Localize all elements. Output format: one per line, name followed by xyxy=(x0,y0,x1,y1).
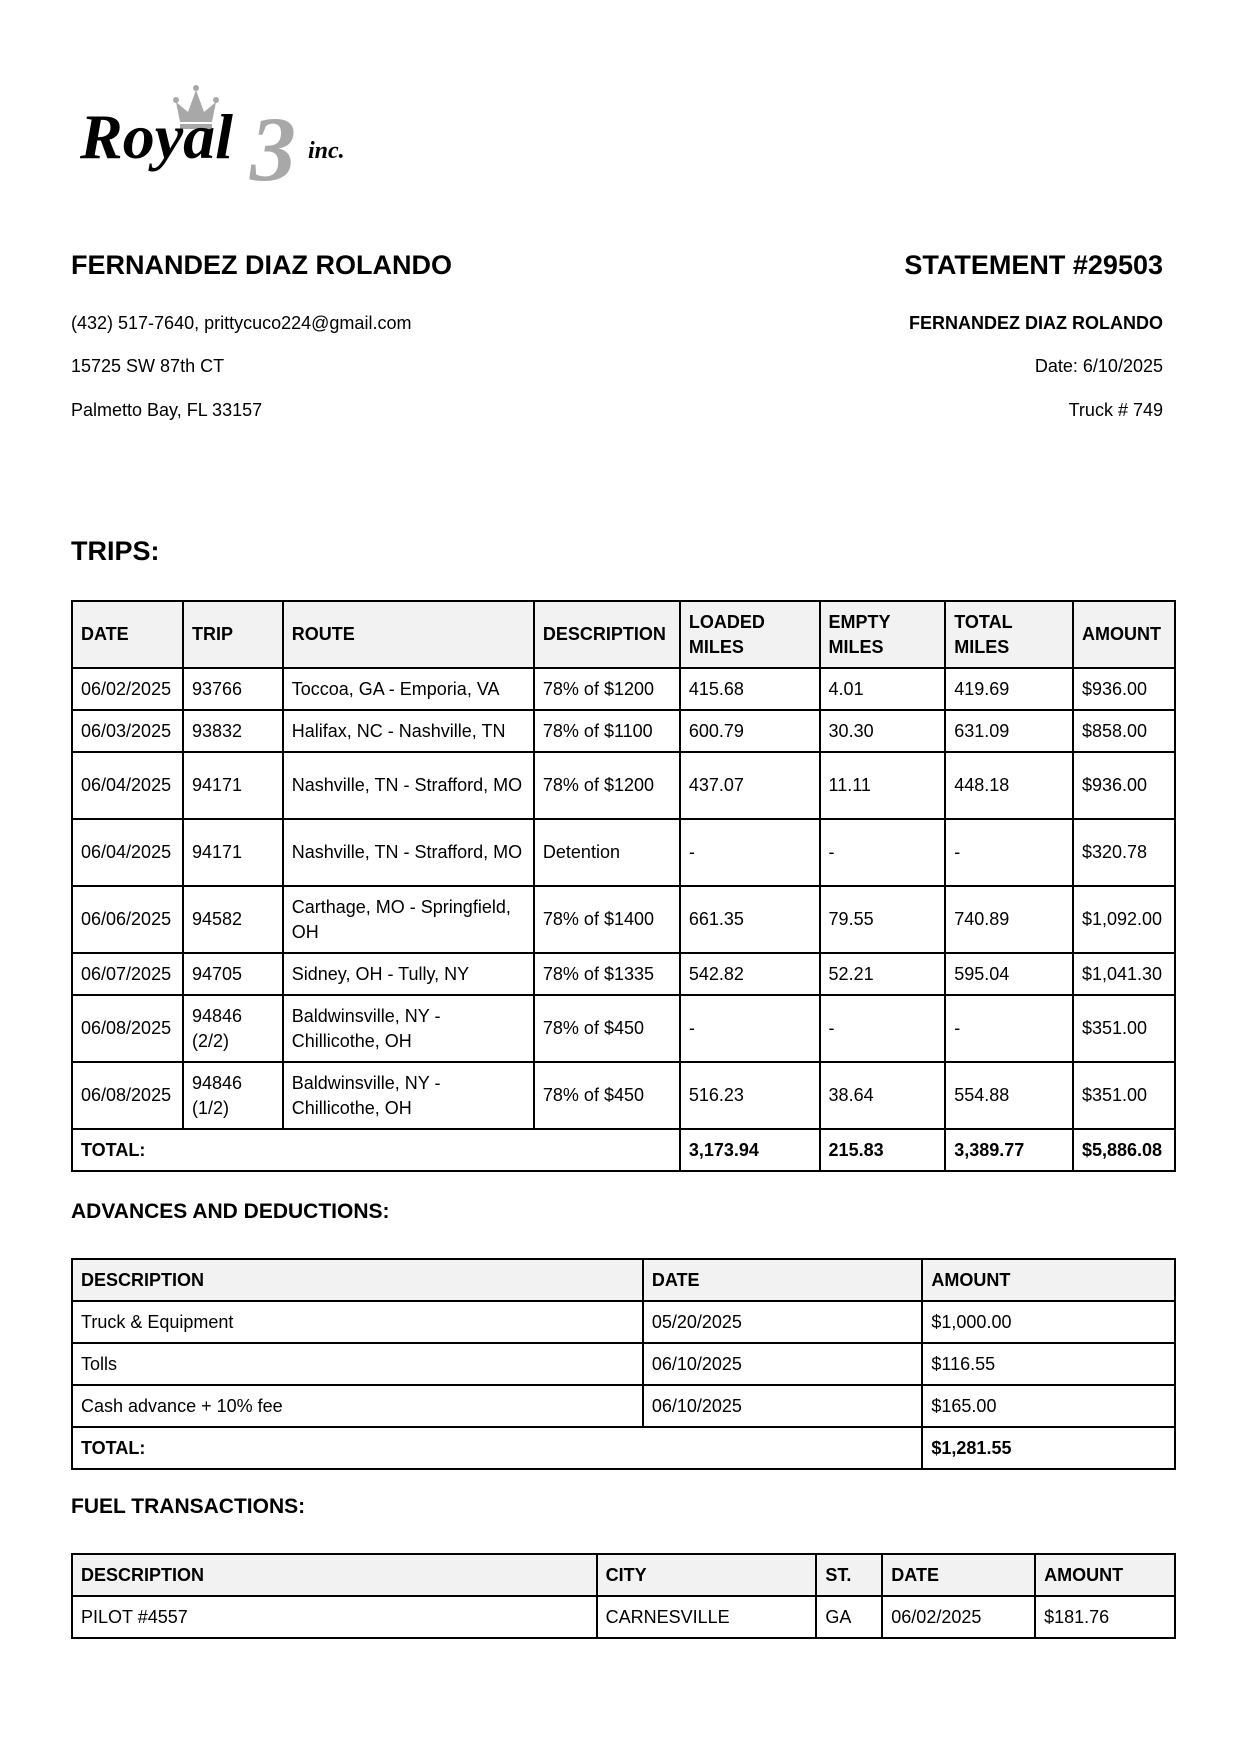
table-cell: Baldwinsville, NY - Chillicothe, OH xyxy=(283,1062,534,1129)
table-cell: $351.00 xyxy=(1073,995,1175,1062)
deductions-total-amount: $1,281.55 xyxy=(922,1427,1175,1469)
table-cell: $320.78 xyxy=(1073,819,1175,886)
table-cell: 415.68 xyxy=(680,668,820,710)
table-cell: 06/07/2025 xyxy=(72,953,183,995)
column-header: DESCRIPTION xyxy=(72,1259,643,1301)
table-cell: Cash advance + 10% fee xyxy=(72,1385,643,1427)
driver-name-heading: FERNANDEZ DIAZ ROLANDO xyxy=(71,250,452,280)
table-cell: 30.30 xyxy=(820,710,946,752)
column-header: TRIP xyxy=(183,601,283,668)
table-row xyxy=(72,1062,1175,1129)
table-cell: PILOT #4557 xyxy=(72,1596,597,1638)
table-row xyxy=(72,752,1175,819)
logo-suffix: inc. xyxy=(308,138,345,164)
column-header: AMOUNT xyxy=(1073,601,1175,668)
table-cell: 78% of $1335 xyxy=(534,953,680,995)
table-cell: Baldwinsville, NY - Chillicothe, OH xyxy=(283,995,534,1062)
column-header: DESCRIPTION xyxy=(72,1554,597,1596)
table-cell: $1,092.00 xyxy=(1073,886,1175,953)
driver-address-line1: 15725 SW 87th CT xyxy=(71,356,225,376)
total-empty-miles: 215.83 xyxy=(820,1129,946,1171)
table-cell: 78% of $450 xyxy=(534,1062,680,1129)
table-cell: 79.55 xyxy=(820,886,946,953)
total-total-miles: 3,389.77 xyxy=(945,1129,1073,1171)
table-cell: 78% of $1400 xyxy=(534,886,680,953)
table-cell: 419.69 xyxy=(945,668,1073,710)
table-row xyxy=(72,886,1175,953)
table-cell: 94171 xyxy=(183,819,283,886)
table-row xyxy=(72,995,1175,1062)
table-cell: 38.64 xyxy=(820,1062,946,1129)
table-cell: 740.89 xyxy=(945,886,1073,953)
table-row xyxy=(72,710,1175,752)
table-cell: - xyxy=(680,995,820,1062)
table-cell: $936.00 xyxy=(1073,668,1175,710)
logo-number: 3 xyxy=(250,98,296,190)
deductions-table xyxy=(71,1258,1176,1470)
column-header: CITY xyxy=(597,1554,817,1596)
table-cell: $936.00 xyxy=(1073,752,1175,819)
table-cell: 93766 xyxy=(183,668,283,710)
table-cell: 94171 xyxy=(183,752,283,819)
total-label: TOTAL: xyxy=(72,1129,680,1171)
table-cell: - xyxy=(820,995,946,1062)
table-cell: 05/20/2025 xyxy=(643,1301,923,1343)
table-cell: 78% of $1200 xyxy=(534,668,680,710)
table-cell: 78% of $1200 xyxy=(534,752,680,819)
table-row xyxy=(72,819,1175,886)
table-cell: $181.76 xyxy=(1035,1596,1175,1638)
statement-number-heading: STATEMENT #29503 xyxy=(904,250,1163,280)
column-header: ST. xyxy=(816,1554,882,1596)
table-cell: 448.18 xyxy=(945,752,1073,819)
deductions-total-row xyxy=(72,1427,1175,1469)
table-cell: $1,041.30 xyxy=(1073,953,1175,995)
column-header: TOTAL MILES xyxy=(945,601,1073,668)
trips-table xyxy=(71,600,1176,1172)
table-cell: $116.55 xyxy=(922,1343,1175,1385)
table-cell: Truck & Equipment xyxy=(72,1301,643,1343)
table-cell: 554.88 xyxy=(945,1062,1073,1129)
table-cell: 595.04 xyxy=(945,953,1073,995)
fuel-section-title: FUEL TRANSACTIONS: xyxy=(71,1495,306,1518)
table-cell: 78% of $1100 xyxy=(534,710,680,752)
table-cell: Tolls xyxy=(72,1343,643,1385)
table-cell: Nashville, TN - Strafford, MO xyxy=(283,819,534,886)
table-cell: 93832 xyxy=(183,710,283,752)
table-cell: $351.00 xyxy=(1073,1062,1175,1129)
column-header: AMOUNT xyxy=(922,1259,1175,1301)
column-header: LOADED MILES xyxy=(680,601,820,668)
table-cell: 542.82 xyxy=(680,953,820,995)
fuel-header-row xyxy=(72,1554,1175,1596)
table-cell: - xyxy=(945,995,1073,1062)
table-cell: 06/04/2025 xyxy=(72,752,183,819)
table-cell: 631.09 xyxy=(945,710,1073,752)
table-cell: $165.00 xyxy=(922,1385,1175,1427)
table-cell: Sidney, OH - Tully, NY xyxy=(283,953,534,995)
table-cell: 06/02/2025 xyxy=(882,1596,1035,1638)
column-header: DATE xyxy=(72,601,183,668)
table-cell: 06/04/2025 xyxy=(72,819,183,886)
trips-header-row xyxy=(72,601,1175,668)
deductions-section-title: ADVANCES AND DEDUCTIONS: xyxy=(71,1200,390,1223)
table-cell: 06/06/2025 xyxy=(72,886,183,953)
driver-address-line2: Palmetto Bay, FL 33157 xyxy=(71,400,263,420)
table-cell: 06/10/2025 xyxy=(643,1385,923,1427)
total-loaded-miles: 3,173.94 xyxy=(680,1129,820,1171)
table-row xyxy=(72,1385,1175,1427)
table-cell: Toccoa, GA - Emporia, VA xyxy=(283,668,534,710)
table-cell: 516.23 xyxy=(680,1062,820,1129)
table-cell: Halifax, NC - Nashville, TN xyxy=(283,710,534,752)
table-cell: 06/10/2025 xyxy=(643,1343,923,1385)
table-cell: 94582 xyxy=(183,886,283,953)
table-row xyxy=(72,1343,1175,1385)
column-header: ROUTE xyxy=(283,601,534,668)
statement-date: Date: 6/10/2025 xyxy=(1034,356,1163,376)
column-header: DESCRIPTION xyxy=(534,601,680,668)
table-cell: 06/08/2025 xyxy=(72,1062,183,1129)
deductions-header-row xyxy=(72,1259,1175,1301)
table-row xyxy=(72,1301,1175,1343)
table-row xyxy=(72,668,1175,710)
logo-wordmark: Royal xyxy=(80,101,233,172)
table-cell: 78% of $450 xyxy=(534,995,680,1062)
total-amount: $5,886.08 xyxy=(1073,1129,1175,1171)
table-cell: GA xyxy=(816,1596,882,1638)
table-cell: Nashville, TN - Strafford, MO xyxy=(283,752,534,819)
table-cell: 06/03/2025 xyxy=(72,710,183,752)
column-header: DATE xyxy=(643,1259,923,1301)
table-cell: - xyxy=(680,819,820,886)
table-cell: Carthage, MO - Springfield, OH xyxy=(283,886,534,953)
table-cell: 4.01 xyxy=(820,668,946,710)
table-cell: $1,000.00 xyxy=(922,1301,1175,1343)
total-label: TOTAL: xyxy=(72,1427,922,1469)
trips-section-title: TRIPS: xyxy=(71,536,160,566)
table-cell: 52.21 xyxy=(820,953,946,995)
table-cell: Detention xyxy=(534,819,680,886)
table-cell: 06/08/2025 xyxy=(72,995,183,1062)
driver-contact: (432) 517-7640, prittycuco224@gmail.com xyxy=(71,313,412,333)
table-cell: 437.07 xyxy=(680,752,820,819)
table-row xyxy=(72,1596,1175,1638)
trips-total-row xyxy=(72,1129,1175,1171)
fuel-table xyxy=(71,1553,1176,1639)
table-cell: 600.79 xyxy=(680,710,820,752)
table-cell: 94846 (2/2) xyxy=(183,995,283,1062)
table-cell: 661.35 xyxy=(680,886,820,953)
table-row xyxy=(72,953,1175,995)
table-cell: 06/02/2025 xyxy=(72,668,183,710)
table-cell: CARNESVILLE xyxy=(597,1596,817,1638)
table-cell: - xyxy=(820,819,946,886)
table-cell: - xyxy=(945,819,1073,886)
royal3-logo xyxy=(80,80,380,190)
table-cell: 11.11 xyxy=(820,752,946,819)
column-header: AMOUNT xyxy=(1035,1554,1175,1596)
truck-number: Truck # 749 xyxy=(1068,400,1163,420)
table-cell: 94846 (1/2) xyxy=(183,1062,283,1129)
table-cell: $858.00 xyxy=(1073,710,1175,752)
column-header: DATE xyxy=(882,1554,1035,1596)
column-header: EMPTY MILES xyxy=(820,601,946,668)
statement-driver-name: FERNANDEZ DIAZ ROLANDO xyxy=(909,313,1163,333)
table-cell: 94705 xyxy=(183,953,283,995)
